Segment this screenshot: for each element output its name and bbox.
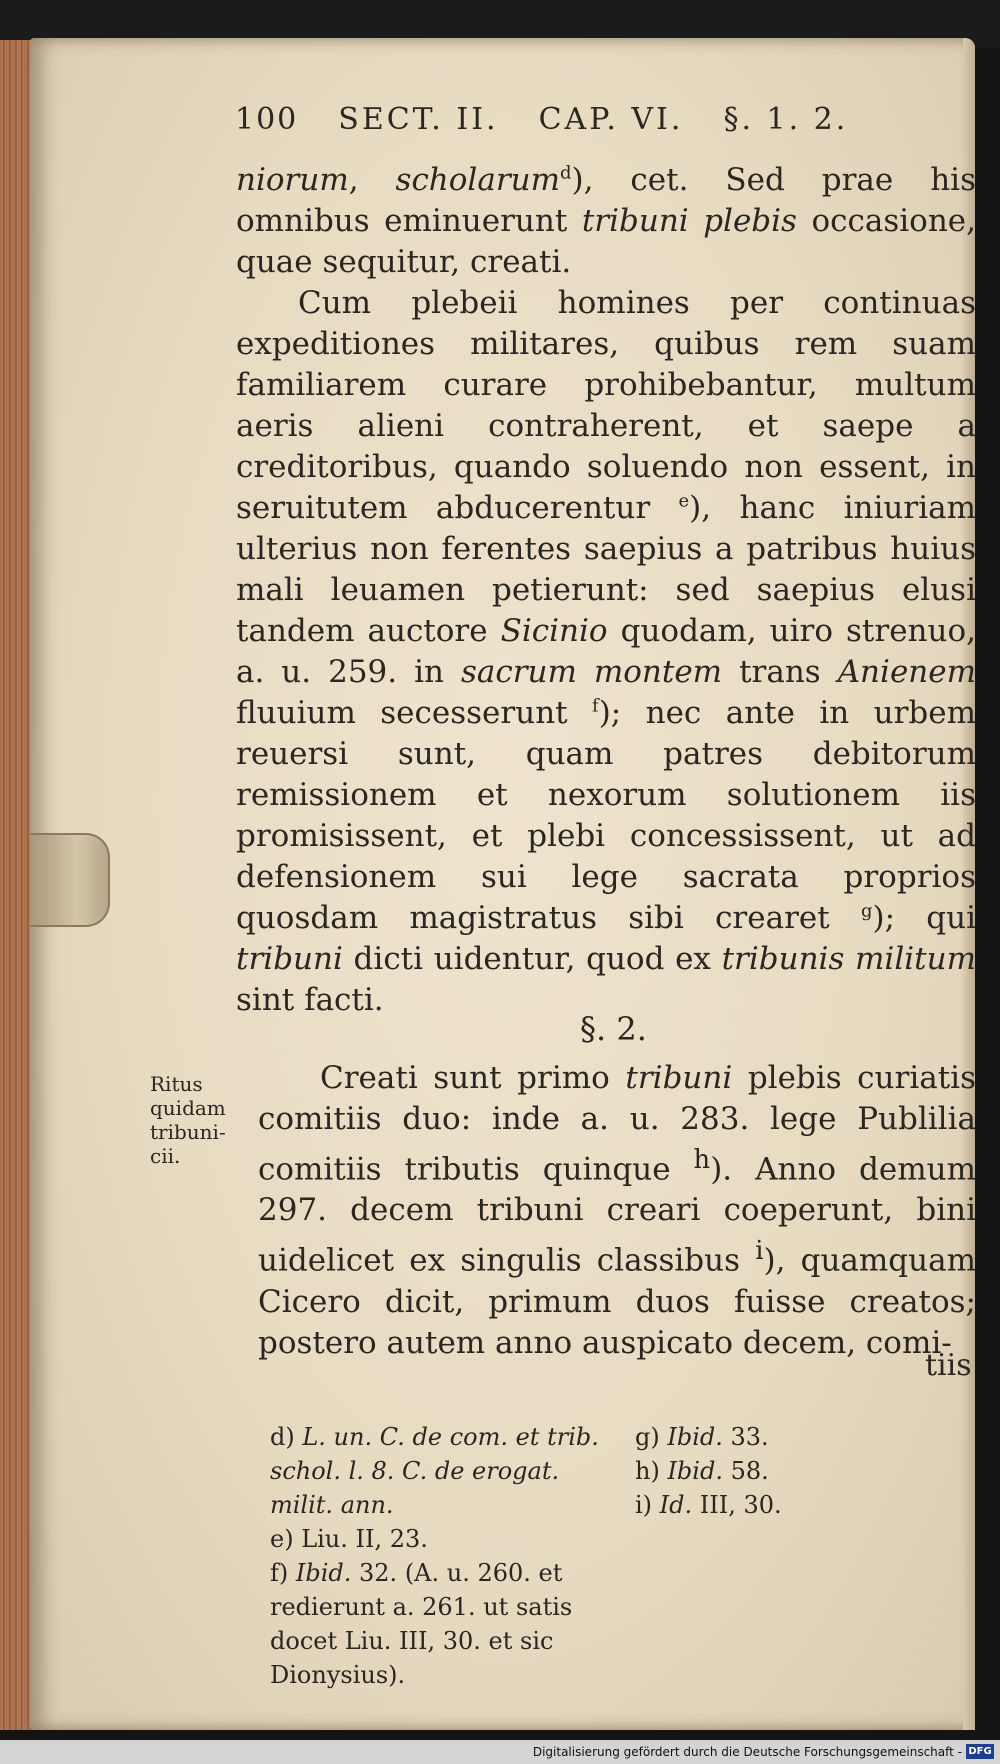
footnote-ref-d: d (560, 162, 572, 184)
italic-text: Ibid. (667, 1423, 723, 1451)
text: 32. (A. u. 260. et redierunt a. 261. ut satis docet Liu. III, 30. et sic Dionysius). (270, 1559, 573, 1689)
footnote-g (635, 1420, 970, 1454)
text: ), cet. Sed prae his omnibus eminuerunt (236, 162, 976, 239)
running-header (235, 102, 855, 142)
text: ), hanc iniuriam ulterius non ferentes saepius a patribus huius mali leuamen petierunt: sed saepius elusi tandem auctore (236, 490, 976, 649)
margin-note-line: Ritus (150, 1072, 203, 1096)
footnote-marker: i) (635, 1491, 660, 1519)
text: sint facti. (236, 982, 384, 1018)
footnote-h (635, 1454, 970, 1488)
text: 33. (722, 1423, 769, 1451)
footnote-marker: f) (270, 1559, 296, 1587)
footnote-e: e) Liu. II, 23. (270, 1525, 428, 1553)
italic-text: sacrum montem (460, 654, 723, 690)
footnote-ref-e: e (678, 490, 690, 512)
italic-text: Id. (659, 1491, 693, 1519)
italic-text: tribunis militum (721, 941, 976, 977)
margin-note-line: cii. (150, 1144, 181, 1168)
footnotes (270, 1420, 970, 1692)
text: III, 30. (692, 1491, 782, 1519)
footnote-i (635, 1488, 970, 1522)
italic-text: tribuni (236, 941, 343, 977)
footnotes-right-column (635, 1420, 970, 1692)
italic-text: tribuni plebis (581, 203, 797, 239)
italic-text: Ibid. (295, 1559, 352, 1587)
text: occasione, quae sequitur, creati. (236, 203, 976, 280)
footnote-ref-f: f (592, 695, 599, 717)
chapter-label: CAP. VI. (538, 102, 684, 137)
margin-note-line: quidam (150, 1096, 226, 1120)
text: quodam, uiro strenuo, a. u. 259. in (236, 613, 977, 690)
page-number: 100 (235, 102, 299, 137)
text: , (348, 162, 396, 198)
margin-note (150, 1072, 250, 1168)
italic-text: Anienem (837, 654, 976, 690)
italic-text: tribuni (625, 1060, 733, 1096)
paragraph-3 (258, 1058, 976, 1364)
text: 58. (722, 1457, 769, 1485)
italic-text: Ibid. (667, 1457, 723, 1485)
text: Creati sunt primo (320, 1060, 626, 1096)
text: ). Anno demum 297. decem tribuni creari coeperunt, bini uidelicet ex singulis classibus (258, 1151, 976, 1279)
footnote-f (270, 1556, 605, 1692)
margin-note-line: tribuni- (150, 1120, 226, 1144)
main-text-section-2 (258, 1058, 976, 1364)
paragraph-1 (236, 160, 976, 283)
text: fluuium secesserunt (236, 695, 593, 731)
footnote-marker: g) (635, 1423, 668, 1451)
paragraph-range: §. 1. 2. (723, 102, 849, 137)
text: Cum plebeii homines per continuas expeditiones militares, quibus rem suam familiarem curare prohibebantur, multum aeris alieni contraherent, et saepe a creditoribus, quando soluendo non essent, in seruitutem abducerentur (236, 285, 976, 526)
dfg-logo: DFG (966, 1744, 994, 1759)
page-clip (30, 833, 110, 927)
footnote-marker: h) (635, 1457, 668, 1485)
footnote-ref-g: g (860, 900, 873, 922)
text: dicti uidentur, quod ex (342, 941, 722, 977)
footnote-marker: d) (270, 1423, 303, 1451)
footnote-ref-i: i (755, 1236, 764, 1267)
funding-credit: Digitalisierung gefördert durch die Deutsche Forschungsgemeinschaft - (532, 1745, 962, 1759)
section-heading: §. 2. (580, 1010, 647, 1048)
catchword: tiis (925, 1348, 972, 1383)
text: plebis curiatis comitiis duo: inde a. u. 283. lege Publilia comitiis tributis quinque (258, 1060, 976, 1188)
italic-text: Sicinio (500, 613, 608, 649)
text: ); nec ante in urbem reuersi sunt, quam patres debitorum remissionem et nexorum solutionem iis promisissent, et plebi concessissent, ut ad defensionem sui lege sacrata proprios quosdam magistratus sibi crearet (236, 695, 976, 936)
italic-text: scholarum (395, 162, 561, 198)
paragraph-2 (236, 283, 976, 1021)
text: ), quamquam Cicero dicit, primum duos fuisse creatos; postero autem anno auspicato decem, comi- (258, 1242, 976, 1361)
text: trans (722, 654, 838, 690)
section-label: SECT. II. (338, 102, 499, 137)
footnote-d (270, 1420, 605, 1522)
italic-text: L. un. C. de com. et trib. schol. l. 8. C. de erogat. milit. ann. (270, 1423, 599, 1519)
footnotes-left-column (270, 1420, 605, 1692)
footnote-ref-h: h (693, 1145, 711, 1175)
italic-text: niorum (236, 162, 349, 198)
main-text (236, 160, 976, 1021)
text: ); qui (872, 900, 976, 936)
